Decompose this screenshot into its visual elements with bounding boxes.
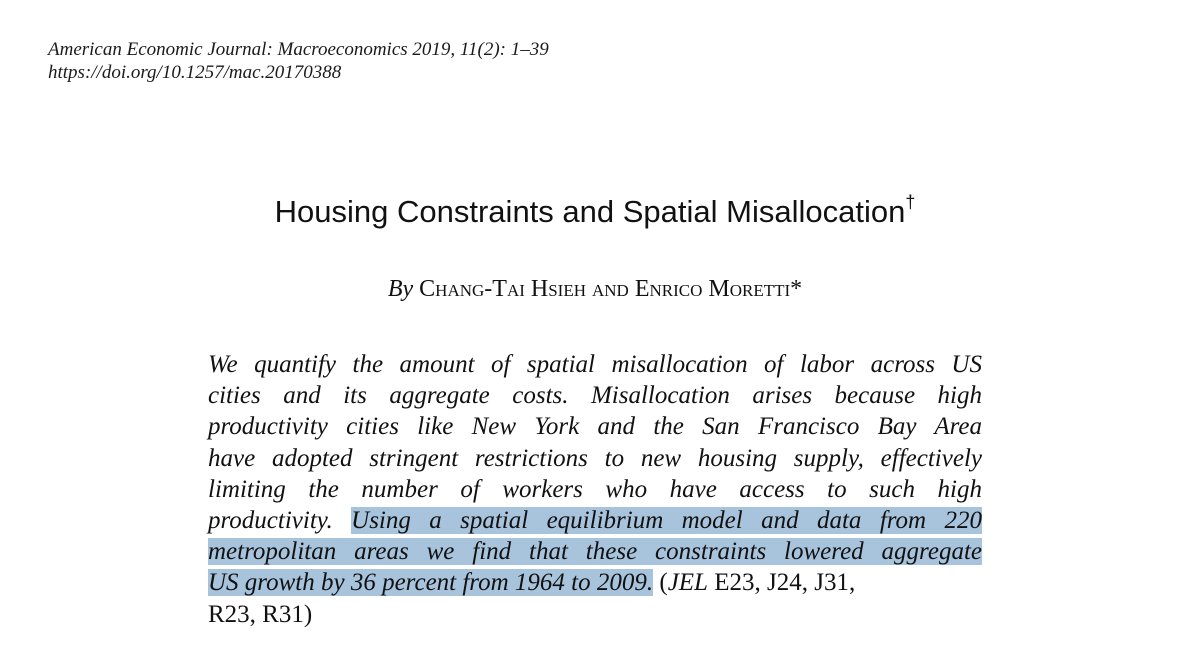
journal-citation: American Economic Journal: Macroeconomics 2019, 11(2): 1–39: [48, 39, 549, 60]
highlighted-text[interactable]: Using a spatial equilibrium model and data from 220: [351, 506, 982, 534]
abstract-line: [208, 599, 982, 630]
jel-open-paren: (: [659, 569, 668, 597]
author-names: Chang-Tai Hsieh and Enrico Moretti*: [419, 276, 803, 302]
highlighted-text[interactable]: US growth by 36 percent from 1964 to 2009.: [208, 569, 654, 597]
journal-header: [48, 38, 549, 84]
abstract-line: have adopted stringent restrictions to new housing supply, effectively: [208, 444, 982, 472]
paper-title-block: [0, 192, 1190, 232]
abstract-line: We quantify the amount of spatial misallocation of labor across US: [208, 351, 982, 378]
jel-label: JEL: [667, 569, 708, 597]
title-footnote-mark: †: [905, 192, 916, 212]
abstract-line-mixed: [208, 505, 982, 536]
abstract-line: productivity cities like New York and the San Francisco Bay Area: [208, 413, 982, 441]
jel-codes: E23, J24, J31,: [714, 569, 856, 597]
doi-link[interactable]: https://doi.org/10.1257/mac.20170388: [48, 62, 342, 83]
highlighted-text[interactable]: metropolitan areas we find that these constraints lowered aggregate: [208, 538, 982, 566]
jel-codes: R23, R31): [208, 600, 313, 628]
abstract-line: cities and its aggregate costs. Misallocation arises because high: [208, 382, 982, 410]
paper-title: Housing Constraints and Spatial Misallocation: [274, 194, 906, 229]
abstract-line-highlighted: [208, 536, 982, 567]
authors-line: [0, 274, 1190, 304]
abstract-line: limiting the number of workers who have access to such high: [208, 475, 982, 503]
abstract-line-mixed: [208, 567, 982, 598]
abstract-text: productivity.: [208, 506, 333, 534]
by-label: By: [387, 276, 414, 302]
abstract: [208, 349, 982, 630]
